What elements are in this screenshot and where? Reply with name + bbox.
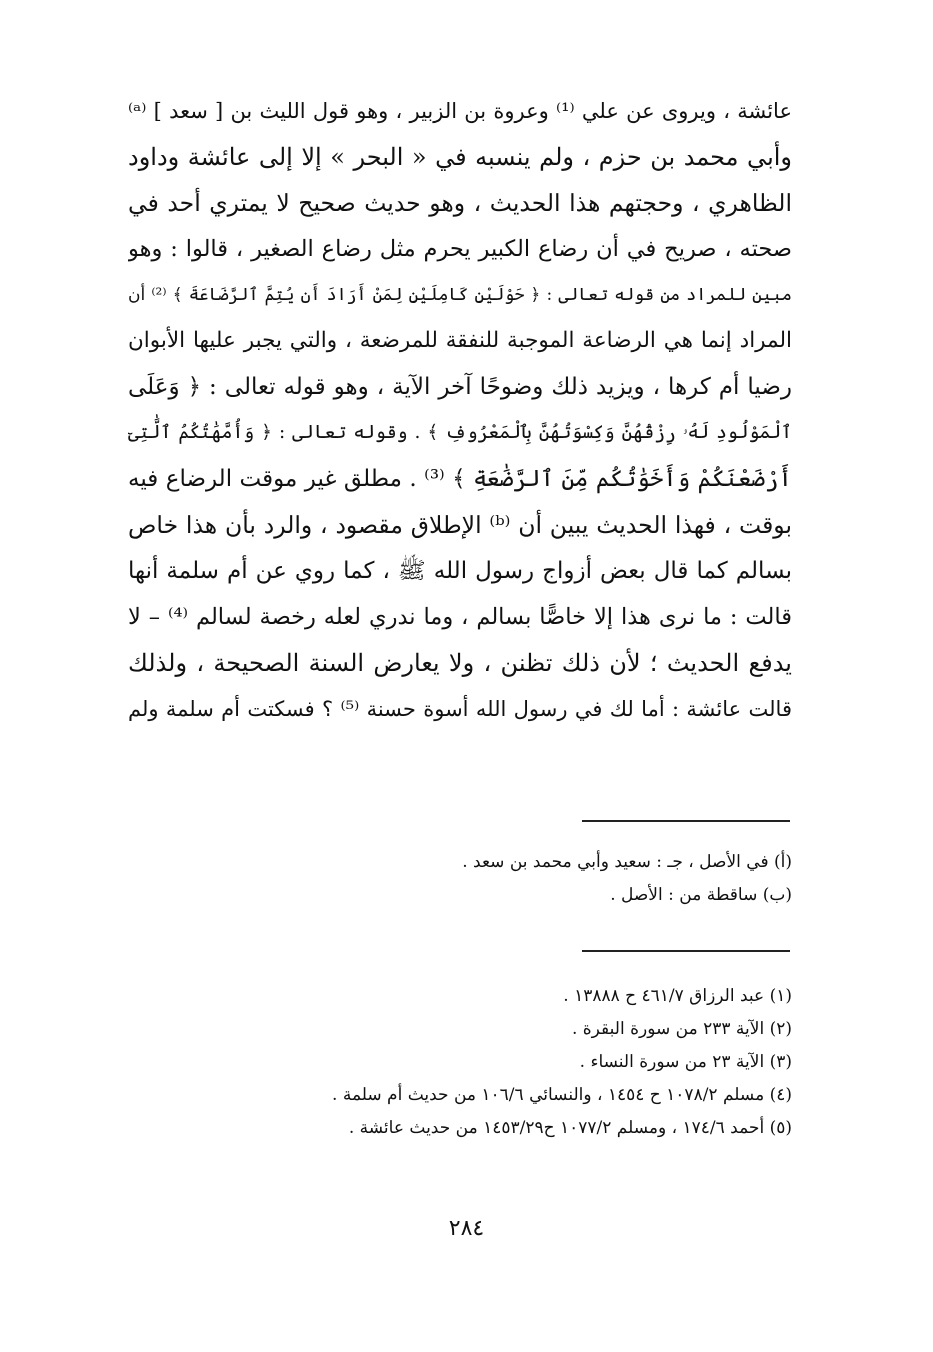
body-line: عائشة ، ويروى عن علي ⁽¹⁾ وعروة بن الزبير ، وهو قول الليث بن [ سعد ] ⁽ᵃ⁾: [128, 99, 792, 123]
footnote: (١) عبد الرزاق ٤٦١/٧ ح ١٣٨٨٨ .: [563, 986, 792, 1006]
body-line: قالت عائشة : أما لك في رسول الله أسوة حسنة ⁽⁵⁾ ؟ فسكتت أم سلمة ولم: [128, 697, 792, 721]
body-line: يدفع الحديث ؛ لأن ذلك تظنن ، ولا يعارض السنة الصحيحة ، ولذلك: [128, 649, 792, 677]
body-line: ٱلْمَوْلُودِ لَهُۥ رِزْقُهُنَّ وَكِسْوَتُهُنَّ بِٱلْمَعْرُوفِ ﴾ . وقوله تعالى : ﴿ وَأُمَّهَٰتُكُمُ ٱلَّٰتِىٓ: [128, 422, 792, 443]
manuscript-note: (أ) في الأصل ، جـ : سعيد وأبي محمد بن سعد .: [462, 852, 792, 872]
body-line: رضيا أم كرها ، ويزيد ذلك وضوحًا آخر الآية ، وهو قوله تعالى : ﴿ وَعَلَى: [128, 374, 792, 400]
body-line: بسالم كما قال بعض أزواج رسول الله ﷺ ، كما روي عن أم سلمة أنها: [128, 558, 792, 584]
body-line: الظاهري ، وحجتهم هذا الحديث ، وهو حديث صحيح لا يمتري أحد في: [128, 189, 792, 217]
page-number: ٢٨٤: [448, 1216, 485, 1241]
manuscript-notes: [128, 846, 792, 912]
footnote: (٤) مسلم ١٠٧٨/٢ ح ١٤٥٤ ، والنسائي ١٠٦/٦ من حديث أم سلمة .: [332, 1085, 792, 1105]
body-line: مبين للمراد من قوله تعالى : ﴿ حَوْلَيْنِ كَامِلَيْنِ لِمَنْ أَرَادَ أَن يُتِمَّ ٱلرَّضَاعَةَ ﴾ ⁽²⁾ أن: [128, 285, 792, 305]
body-line: بوقت ، فهذا الحديث يبين أن ⁽ᵇ⁾ الإطلاق مقصود ، والرد بأن هذا خاص: [128, 511, 792, 539]
footnotes: [128, 980, 792, 1145]
body-line: قالت : ما نرى هذا إلا خاصًّا بسالم ، وما ندري لعله رخصة لسالم ⁽⁴⁾ – لا: [128, 604, 792, 630]
footnote: (٢) الآية ٢٣٣ من سورة البقرة .: [571, 1019, 792, 1039]
body-line: وأبي محمد بن حزم ، ولم ينسبه في « البحر » إلا إلى عائشة وداود: [128, 143, 792, 171]
body-line: أَرْضَعْنَكُمْ وَأَخَوَٰتُكُم مِّنَ ٱلرَّضَٰعَةِ ﴾ ⁽³⁾ . مطلق غير موقت الرضاع فيه: [128, 466, 792, 492]
main-text-block: [128, 88, 792, 732]
footnote: (٥) أحمد ١٧٤/٦ ، ومسلم ١٠٧٧/٢ ح١٤٥٣/٢٩ من حديث عائشة .: [348, 1118, 792, 1138]
body-line: المراد إنما هي الرضاعة الموجبة للنفقة للمرضعة ، والتي يجبر عليها الأبوان: [128, 328, 792, 353]
footnotes-divider: [582, 950, 790, 952]
manuscript-note: (ب) ساقطة من : الأصل .: [610, 885, 792, 905]
footnote: (٣) الآية ٢٣ من سورة النساء .: [579, 1052, 792, 1072]
notes-divider: [582, 820, 790, 822]
body-line: صحته ، صريح في أن رضاع الكبير يحرم مثل رضاع الصغير ، قالوا : وهو: [128, 236, 792, 262]
